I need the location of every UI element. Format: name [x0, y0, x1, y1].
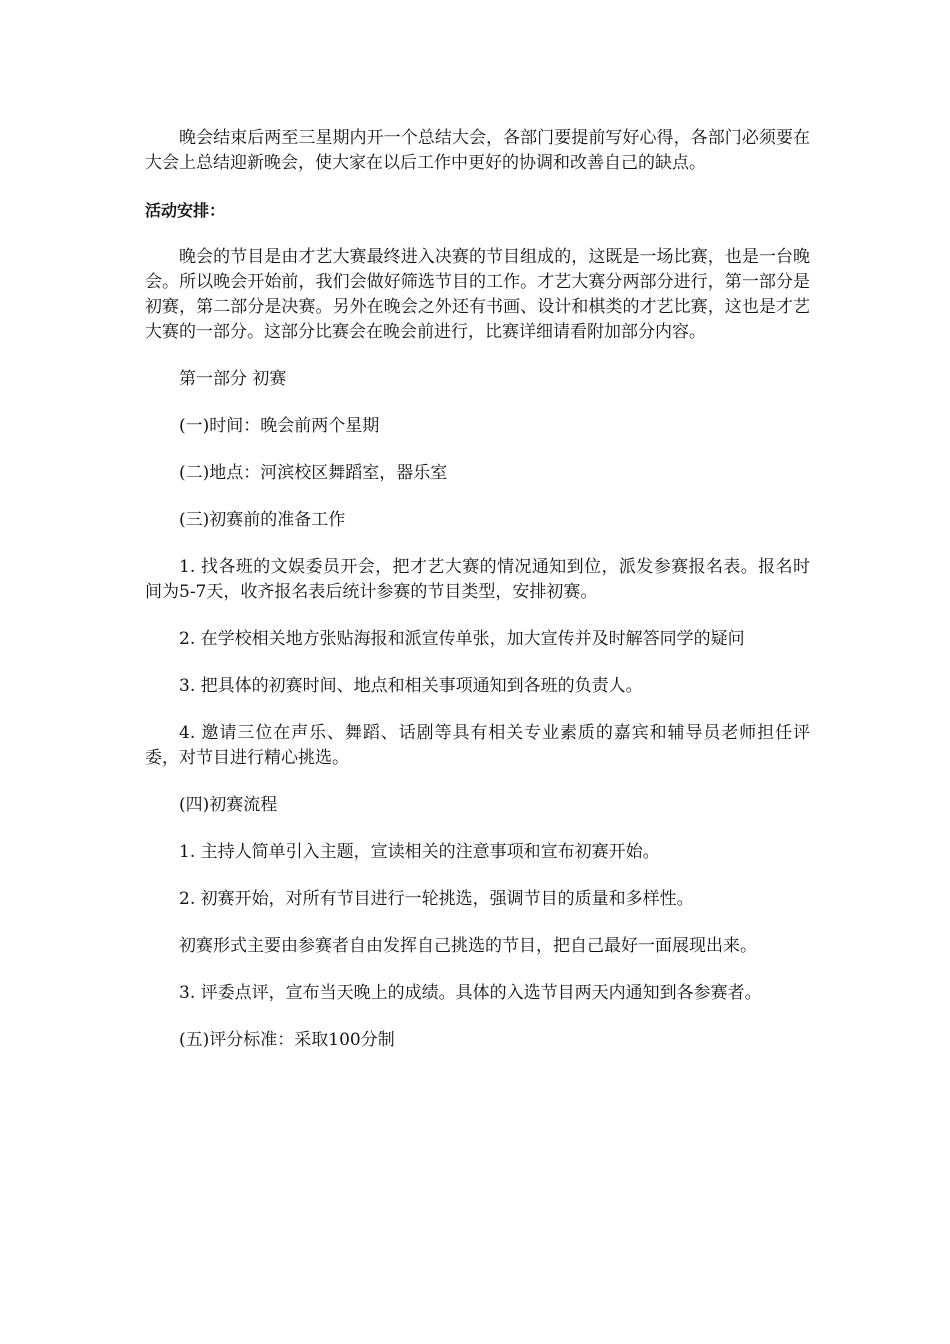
preparation-item-4: 4. 邀请三位在声乐、舞蹈、话剧等具有相关专业素质的嘉宾和辅导员老师担任评委，对节目进行精心挑选。 — [145, 723, 810, 768]
process-item-3: 3. 评委点评，宣布当天晚上的成绩。具体的入选节目两天内通知到各参赛者。 — [179, 983, 762, 1003]
section-heading-activity-arrangement: 活动安排： — [145, 201, 226, 220]
preparation-item-3: 3. 把具体的初赛时间、地点和相关事项通知到各班的负责人。 — [179, 676, 643, 696]
preparation-item-1: 1. 找各班的文娱委员开会，把才艺大赛的情况通知到位，派发参赛报名表。报名时间为5-7天，收齐报名表后统计参赛的节目类型，安排初赛。 — [145, 557, 810, 602]
prelim-location: (二)地点：河滨校区舞蹈室，器乐室 — [179, 463, 448, 483]
process-item-2: 2. 初赛开始，对所有节目进行一轮挑选，强调节目的质量和多样性。 — [179, 889, 694, 909]
prelim-time: (一)时间：晚会前两个星期 — [179, 416, 380, 436]
part-one-title: 第一部分 初赛 — [179, 369, 287, 389]
paragraph-summary-meeting: 晚会结束后两至三星期内开一个总结大会，各部门要提前写好心得，各部门必须要在大会上总结迎新晚会，使大家在以后工作中更好的协调和改善自己的缺点。 — [145, 128, 810, 173]
process-item-format: 初赛形式主要由参赛者自由发挥自己挑选的节目，把自己最好一面展现出来。 — [179, 936, 757, 956]
scoring-standard-heading: (五)评分标准：采取100分制 — [179, 1030, 395, 1050]
preparation-item-2: 2. 在学校相关地方张贴海报和派宣传单张，加大宣传并及时解答同学的疑问 — [179, 629, 745, 649]
paragraph-program-overview: 晚会的节目是由才艺大赛最终进入决赛的节目组成的，这既是一场比赛，也是一台晚会。所以晚会开始前，我们会做好筛选节目的工作。才艺大赛分两部分进行，第一部分是初赛，第二部分是决赛。另外在晚会之外还有书画、设计和棋类的才艺比赛，这也是才艺大赛的一部分。这部分比赛会在晚会前进行，比赛详细请看附加部分内容。 — [145, 247, 810, 342]
prelim-preparation-heading: (三)初赛前的准备工作 — [179, 510, 346, 530]
document-body — [145, 126, 810, 1075]
prelim-process-heading: (四)初赛流程 — [179, 795, 278, 815]
process-item-1: 1. 主持人简单引入主题，宣读相关的注意事项和宣布初赛开始。 — [179, 842, 660, 862]
